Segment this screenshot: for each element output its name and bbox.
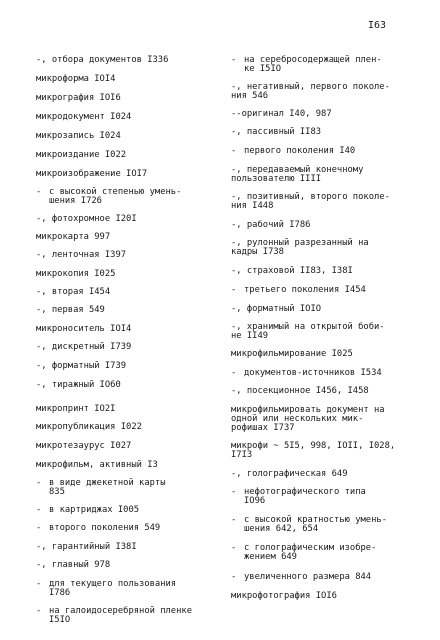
entry-text-line: -, форматный IOIO: [231, 304, 322, 314]
index-entry: [36, 423, 226, 432]
index-entry: [231, 516, 423, 534]
entry-text-line: -, первая 549: [36, 305, 105, 315]
entry-text-line: микрофильмирование I025: [231, 349, 353, 359]
index-entry: [231, 305, 423, 314]
entry-text-line: -, посекционное I456, I458: [231, 386, 369, 396]
index-entry: [231, 239, 423, 257]
entry-text-line: микротезаурус I027: [36, 441, 132, 451]
entry-text-line: шения I726: [49, 196, 102, 207]
entry-dash: -: [36, 187, 42, 197]
entry-text-line: микроиздание I022: [36, 150, 127, 160]
entry-text-line: -, гарантийный I38I: [36, 542, 137, 552]
entry-text-line: 835: [49, 487, 65, 498]
entry-text-line: с высокой кратностью умень-: [244, 515, 387, 525]
entry-text-line: на галоидосеребряной пленке: [49, 606, 192, 616]
entry-dash: -: [231, 368, 237, 378]
entry-text-line: микроноситель IOI4: [36, 324, 132, 334]
entry-text-line: -, рулонный разрезанный на: [231, 238, 369, 248]
index-entry: [36, 405, 226, 414]
entry-text-line: IO96: [244, 496, 266, 507]
entry-dash: -: [231, 146, 237, 156]
entry-text-line: -, голографическая 649: [231, 469, 348, 479]
entry-text-line: пользователю IIII: [231, 174, 322, 185]
index-entry: [231, 323, 423, 341]
entry-text-line: для текущего пользования: [49, 579, 177, 589]
index-entry: [36, 442, 226, 451]
entry-text-line: -, отбора документов I336: [36, 55, 169, 65]
index-entry: [36, 479, 226, 497]
entry-text-line: микрокопия I025: [36, 269, 116, 279]
entry-text-line: -, вторая I454: [36, 287, 111, 297]
entry-dash: -: [36, 606, 42, 616]
entry-dash: -: [36, 579, 42, 589]
index-entry: [231, 544, 423, 562]
index-entry: [36, 215, 226, 224]
entry-text-line: ке I5IO: [244, 64, 282, 75]
entry-text-line: -, рабочий I786: [231, 220, 311, 230]
entry-dash: -: [36, 523, 42, 533]
index-entry: [36, 132, 226, 141]
entry-text-line: I7I3: [231, 450, 253, 461]
entry-text-line: с высокой степенью умень-: [49, 187, 182, 197]
index-entry: [231, 369, 423, 378]
index-entry: [231, 350, 423, 359]
index-entry: [231, 267, 423, 276]
entry-text-line: в виде джекетной карты: [49, 478, 166, 488]
index-entry: [36, 233, 226, 242]
index-entry: [36, 325, 226, 334]
entry-text-line: жением 649: [244, 552, 297, 563]
entry-text-line: второго поколения 549: [49, 523, 161, 533]
index-entry: [231, 56, 423, 74]
entry-dash: -: [231, 572, 237, 582]
entry-text-line: увеличенного размера 844: [244, 572, 372, 582]
index-entry: [36, 580, 226, 598]
index-entry: [36, 381, 226, 390]
index-entry: [36, 170, 226, 179]
page-number: I63: [368, 20, 387, 31]
entry-text-line: микрокарта 997: [36, 232, 111, 242]
index-entry: [36, 362, 226, 371]
entry-dash: -: [231, 55, 237, 65]
index-entry: [36, 561, 226, 570]
entry-text-line: микрофотография IOI6: [231, 591, 337, 601]
entry-text-line: документов-источников I534: [244, 368, 382, 378]
index-entry: [231, 128, 423, 137]
entry-dash: -: [36, 478, 42, 488]
entry-text-line: -, позитивный, второго поколе-: [231, 192, 390, 202]
entry-text-line: на серебросодержащей плен-: [244, 55, 382, 65]
entry-text-line: микрозапись I024: [36, 131, 121, 141]
entry-dash: -: [36, 505, 42, 515]
entry-text-line: -, передаваемый конечному: [231, 165, 364, 175]
entry-text-line: -, негативный, первого поколе-: [231, 82, 390, 92]
entry-text-line: микроформа IOI4: [36, 74, 116, 84]
entry-text-line: -, страховой II83, I38I: [231, 266, 353, 276]
index-entry: [231, 488, 423, 506]
entry-dash: -: [231, 515, 237, 525]
entry-text-line: -, дискретный I739: [36, 342, 132, 352]
index-entry: [231, 573, 423, 582]
index-entry: [36, 288, 226, 297]
entry-text-line: -, тиражный IO60: [36, 380, 121, 390]
index-entry: [36, 188, 226, 206]
index-entry: [36, 543, 226, 552]
entry-text-line: микропринт IO2I: [36, 404, 116, 414]
entry-text-line: --оригинал I40, 987: [231, 109, 332, 119]
entry-text-line: одной или нескольких мик-: [231, 414, 364, 425]
index-entry: [36, 75, 226, 84]
entry-text-line: I5IO: [49, 615, 71, 626]
entry-text-line: рофишах I737: [231, 423, 295, 434]
index-entry: [231, 592, 423, 601]
entry-text-line: микрография IOI6: [36, 93, 121, 103]
index-entry: [231, 221, 423, 230]
entry-text-line: микроизображение IOI7: [36, 169, 148, 179]
index-entry: [231, 387, 423, 396]
entry-text-line: I786: [49, 588, 71, 599]
entry-text-line: микрофильм, активный I3: [36, 460, 158, 470]
entry-text-line: микрофи ~ 5I5, 998, IOII, I028,: [231, 441, 396, 451]
entry-text-line: -, хранимый на открытой боби-: [231, 322, 385, 332]
entry-dash: -: [231, 543, 237, 553]
entry-text-line: кадры I738: [231, 247, 284, 258]
entry-text-line: первого поколения I40: [244, 146, 356, 156]
index-entry: [231, 110, 423, 119]
entry-dash: -: [231, 285, 237, 295]
index-entry: [36, 343, 226, 352]
entry-text-line: -, ленточная I397: [36, 250, 127, 260]
index-entry: [36, 270, 226, 279]
index-entry: [36, 524, 226, 533]
index-entry: [36, 461, 226, 470]
entry-text-line: с голографическим изобре-: [244, 543, 377, 553]
entry-text-line: ния 546: [231, 91, 269, 102]
index-entry: [36, 56, 226, 65]
entry-text-line: ния I448: [231, 201, 274, 212]
index-entry: [36, 306, 226, 315]
index-entry: [231, 193, 423, 211]
index-entry: [231, 166, 423, 184]
entry-text-line: микропубликация I022: [36, 422, 142, 432]
entry-text-line: -, фотохромное I20I: [36, 214, 137, 224]
index-entry: [36, 151, 226, 160]
index-entry: [36, 251, 226, 260]
index-entry: [36, 113, 226, 122]
index-entry: [231, 286, 423, 295]
index-entry: [231, 470, 423, 479]
entry-text-line: микрофильмировать документ на: [231, 405, 385, 415]
entry-text-line: не II49: [231, 331, 269, 342]
entry-text-line: третьего поколения I454: [244, 285, 366, 295]
index-entry: [231, 442, 423, 460]
entry-text-line: нефотографического типа: [244, 487, 366, 497]
index-entry: [36, 607, 226, 625]
index-entry: [231, 147, 423, 156]
index-entry: [231, 83, 423, 101]
index-entry: [231, 406, 423, 434]
index-entry: [36, 506, 226, 515]
entry-text-line: -, главный 978: [36, 560, 111, 570]
entry-text-line: микродокумент I024: [36, 112, 132, 122]
entry-text-line: шения 642, 654: [244, 524, 319, 535]
entry-text-line: в картриджах I005: [49, 505, 140, 515]
entry-text-line: -, форматный I739: [36, 361, 127, 371]
entry-dash: -: [231, 487, 237, 497]
entry-text-line: -, пассивный II83: [231, 127, 322, 137]
index-entry: [36, 94, 226, 103]
